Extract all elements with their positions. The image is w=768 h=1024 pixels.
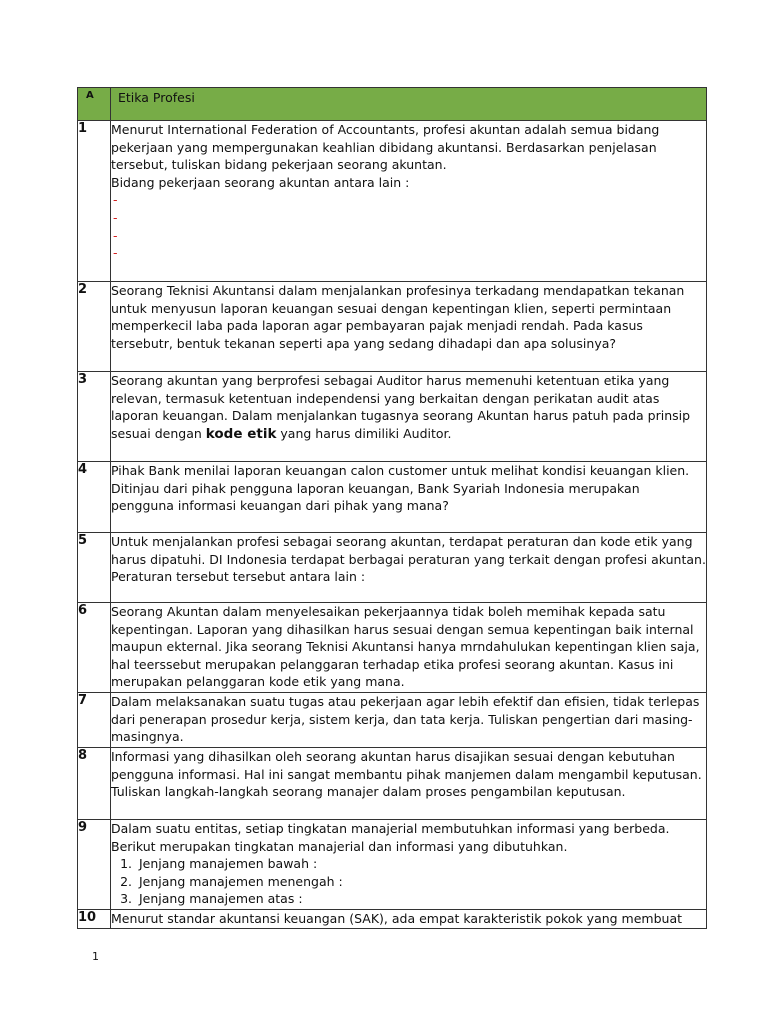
answer-bullet: - <box>113 192 118 208</box>
question-number: 9 <box>78 820 111 910</box>
question-row-1 <box>78 121 707 282</box>
question-text: Seorang Teknisi Akuntansi dalam menjalankan profesinya terkadang mendapatkan tekanan untuk menyusun laporan keuangan sesuai dengan kepentingan klien, seperti permintaan memperkecil laba pada laporan agar pembayaran pajak menjadi rendah. Pada kasus tersebutr, bentuk tekanan seperti apa yang sedang dihadapi dan apa solusinya? <box>111 283 685 351</box>
answer-bullet: - <box>113 245 118 261</box>
question-text: Informasi yang dihasilkan oleh seorang akuntan harus disajikan sesuai dengan kebutuhan pengguna informasi. Hal ini sangat membantu pihak manjemen dalam mengambil keputusan. Tuliskan langkah-langkah seorang manajer dalam proses pengambilan keputusan. <box>111 749 702 800</box>
question-text-cell <box>111 748 707 820</box>
page-number: 1 <box>92 950 99 963</box>
answer-bullet: - <box>113 227 118 243</box>
question-text-cell <box>111 372 707 462</box>
list-item: 2. Jenjang manajemen menengah : <box>136 873 706 891</box>
question-sheet <box>77 87 707 929</box>
section-title: Etika Profesi <box>111 88 707 121</box>
question-text: Dalam suatu entitas, setiap tingkatan manajerial membutuhkan informasi yang berbeda. Berikut merupakan tingkatan manajerial dan informasi yang dibutuhkan. <box>111 821 670 854</box>
question-number: 1 <box>78 121 111 282</box>
emphasized-term: kode etik <box>205 425 277 442</box>
question-text-cell <box>111 693 707 748</box>
question-text-cell <box>111 820 707 910</box>
question-text-cell <box>111 282 707 372</box>
question-row-7 <box>78 693 707 748</box>
question-text: Menurut International Federation of Accountants, profesi akuntan adalah semua bidang pekerjaan yang mempergunakan keahlian dibidang akuntansi. Berdasarkan penjelasan tersebut, tuliskan bidang pekerjaan seorang akuntan. <box>111 122 660 173</box>
question-table <box>77 87 707 929</box>
question-row-8 <box>78 748 707 820</box>
question-text-cell <box>111 462 707 533</box>
answer-bullet: - <box>113 209 118 225</box>
question-row-4 <box>78 462 707 533</box>
header-row <box>78 88 707 121</box>
question-text: Dalam melaksanakan suatu tugas atau pekerjaan agar lebih efektif dan efisien, tidak terlepas dari penerapan prosedur kerja, sistem kerja, dan tata kerja. Tuliskan pengertian dari masing-masingnya. <box>111 694 700 745</box>
section-label: A <box>78 88 111 121</box>
question-text: Pihak Bank menilai laporan keuangan calon customer untuk melihat kondisi keuangan klien. Ditinjau dari pihak pengguna laporan keuangan, Bank Syariah Indonesia merupakan pengguna informasi keuangan dari pihak yang mana? <box>111 463 690 514</box>
question-row-10 <box>78 910 707 929</box>
question-row-2 <box>78 282 707 372</box>
question-number: 10 <box>78 910 111 929</box>
management-level-list <box>111 855 706 908</box>
question-row-6 <box>78 603 707 693</box>
question-text: Menurut standar akuntansi keuangan (SAK), ada empat karakteristik pokok yang membuat <box>111 911 683 926</box>
question-number: 5 <box>78 533 111 603</box>
question-text: Seorang Akuntan dalam menyelesaikan pekerjaannya tidak boleh memihak kepada satu kepentingan. Laporan yang dihasilkan harus sesuai dengan semua kepentingan baik internal maupun ekternal. Jika seorang Teknisi Akuntansi hanya mrndahulukan kepentingan klien saja, hal teerssebut merupakan pelanggaran terhadap etika profesi seorang akuntan. Kasus ini merupakan pelanggaran kode etik yang mana. <box>111 604 700 690</box>
question-row-5 <box>78 533 707 603</box>
question-number: 3 <box>78 372 111 462</box>
question-text-part: yang harus dimiliki Auditor. <box>280 425 452 441</box>
question-row-3 <box>78 372 707 462</box>
question-text: Untuk menjalankan profesi sebagai seorang akuntan, terdapat peraturan dan kode etik yang harus dipatuhi. DI Indonesia terdapat berbagai peraturan yang terkait dengan profesi akuntan. Peraturan tersebut tersebut antara lain : <box>111 534 706 585</box>
question-row-9 <box>78 820 707 910</box>
question-number: 2 <box>78 282 111 372</box>
question-number: 7 <box>78 693 111 748</box>
question-number: 4 <box>78 462 111 533</box>
question-text-cell <box>111 603 707 693</box>
question-text-part: Seorang akuntan yang berprofesi sebagai Auditor harus memenuhi ketentuan etika yang relevan, termasuk ketentuan independensi yang berkaitan dengan perikatan audit atas laporan keuangan. Dalam menjalankan tugasnya seorang Akuntan harus patuh pada prinsip sesuai dengan <box>111 373 691 441</box>
list-item: 3. Jenjang manajemen atas : <box>136 890 706 908</box>
question-text-cell <box>111 910 707 929</box>
answer-intro: Bidang pekerjaan seorang akuntan antara lain : <box>111 174 410 190</box>
question-text <box>111 372 706 443</box>
list-item: 1. Jenjang manajemen bawah : <box>136 855 706 873</box>
question-number: 6 <box>78 603 111 693</box>
question-text-cell <box>111 121 707 282</box>
question-text-cell <box>111 533 707 603</box>
question-number: 8 <box>78 748 111 820</box>
